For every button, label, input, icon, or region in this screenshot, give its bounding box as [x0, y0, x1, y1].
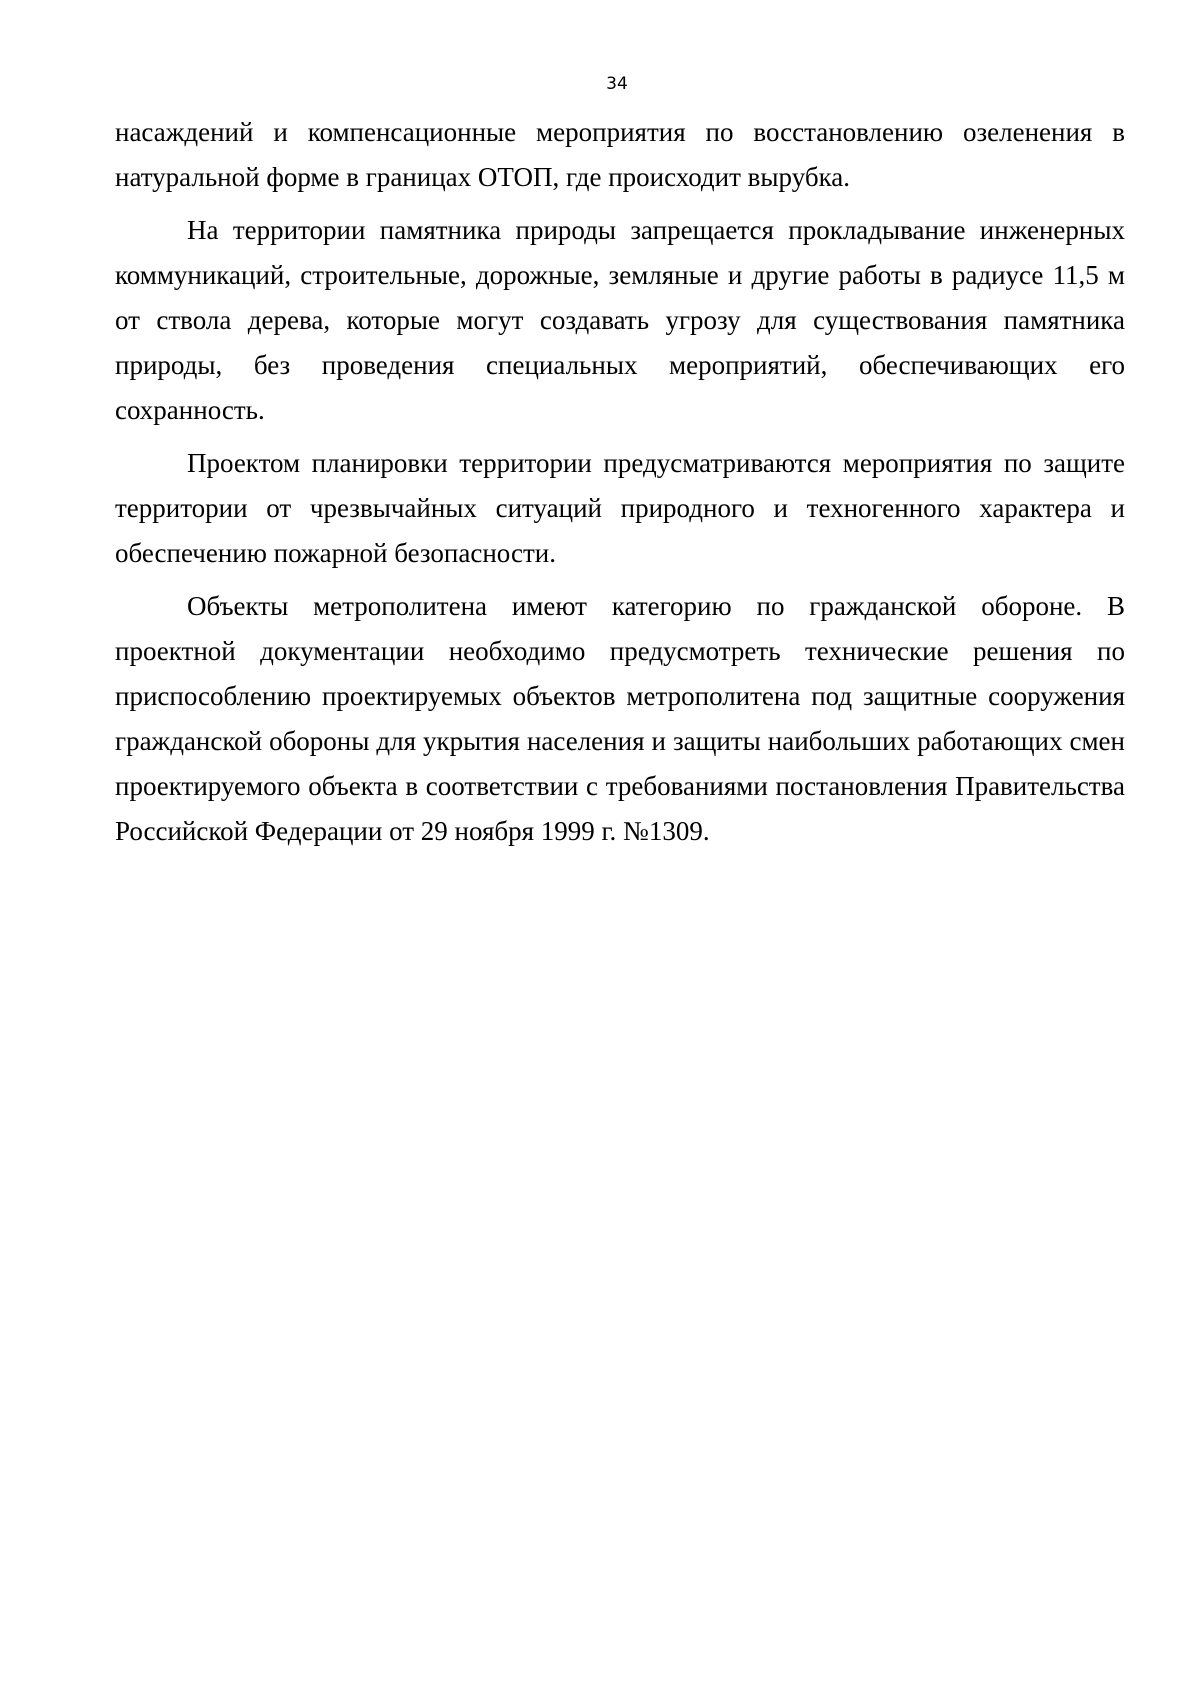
page-number: 34: [606, 74, 628, 94]
paragraph-civil-defense: Объекты метрополитена имеют категорию по гражданской обороне. В проектной документации необходимо предусмотреть технические решения по приспособлению проектируемых объектов метрополитена под защитные сооружения гражданской обороны для укрытия населения и защиты наибольших работающих смен проектируемого объекта в соответствии с требованиями постановления Правительства Российской Федерации от 29 ноября 1999 г. №1309.: [115, 591, 1125, 846]
paragraph-natural-monument: На территории памятника природы запрещается прокладывание инженерных коммуникаций, строительные, дорожные, земляные и другие работы в радиусе 11,5 м от ствола дерева, которые могут создавать угрозу для существования памятника природы, без проведения специальных мероприятий, обеспечивающих его сохранность.: [115, 215, 1125, 425]
document-body: [115, 110, 1125, 854]
paragraph-emergency-protection: Проектом планировки территории предусматриваются мероприятия по защите территории от чрезвычайных ситуаций природного и техногенного характера и обеспечению пожарной безопасности.: [115, 448, 1125, 568]
paragraph-continuation: насаждений и компенсационные мероприятия по восстановлению озеленения в натуральной форме в границах ОТОП, где происходит вырубка.: [115, 117, 1125, 192]
